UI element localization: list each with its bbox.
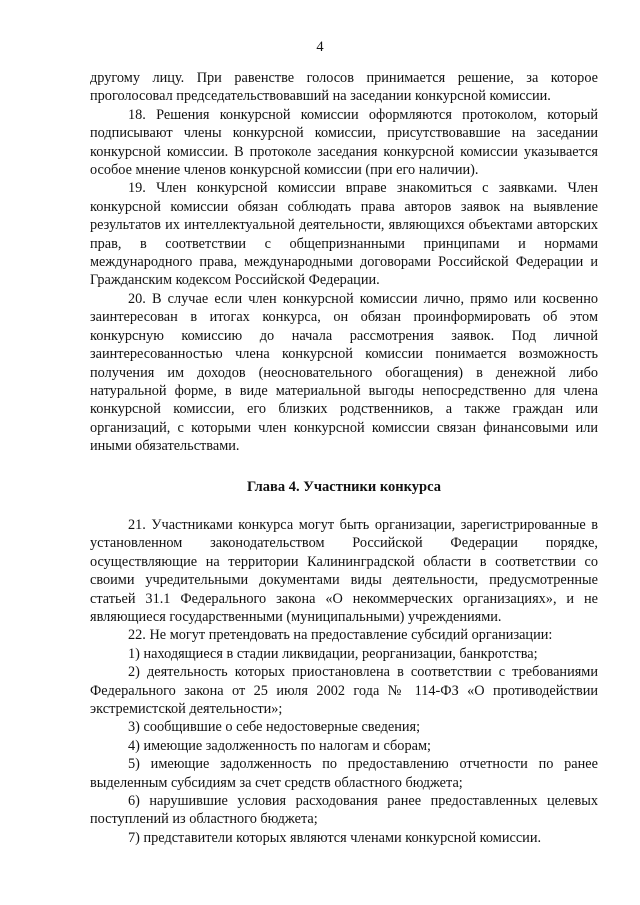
- list-item-3: 3) сообщившие о себе недостоверные сведения;: [128, 719, 421, 736]
- list-item-2: 2) деятельность которых приостановлена в соответствии с требованиями Федерального закона от 25 июля 2002 года № 114-ФЗ «О противодействии экстремистской деятельности»;: [90, 664, 598, 717]
- document-body: [90, 69, 598, 847]
- paragraph-20: 20. В случае если член конкурсной комиссии лично, прямо или косвенно заинтересован в итогах конкурса, он обязан проинформировать об этом конкурсную комиссию до начала рассмотрения заявок. Под личной заинтересованностью члена конкурсной комиссии понимается возможность получения им доходов (неосновательного обогащения) в денежной либо натуральной форме, в виде материальной выгоды непосредственно для члена конкурсной комиссии, его близких родственников, а также граждан или организаций, с которыми член конкурсной комиссии связан финансовыми или иными обязательствами.: [90, 290, 598, 455]
- list-item-5: 5) имеющие задолженность по предоставлению отчетности по ранее выделенным субсидиям за счет средств областного бюджета;: [90, 756, 598, 791]
- list-item-1: 1) находящиеся в стадии ликвидации, реорганизации, банкротства;: [128, 645, 538, 662]
- paragraph-21: 21. Участниками конкурса могут быть организации, зарегистрированные в установленном законодательством Российской Федерации порядке, осуществляющие на территории Калининградской области в соответствии со своими учредительными документами виды деятельности, предусмотренные статьей 31.1 Федерального закона «О некоммерческих организациях», и не являющиеся государственными (муниципальными) учреждениями.: [90, 516, 598, 625]
- list-item-7: 7) представители которых являются членами конкурсной комиссии.: [128, 829, 542, 846]
- paragraph-22: 22. Не могут претендовать на предоставление субсидий организации:: [128, 627, 553, 644]
- paragraph-18: 18. Решения конкурсной комиссии оформляются протоколом, который подписывают члены конкурсной комиссии, присутствовавшие на заседании конкурсной комиссии. В протоколе заседания конкурсной комиссии указывается особое мнение членов конкурсной комиссии (при его наличии).: [90, 106, 598, 179]
- paragraph-19: 19. Член конкурсной комиссии вправе знакомиться с заявками. Член конкурсной комиссии обязан соблюдать права авторов заявок на выявление результатов их интеллектуальной деятельности, являющихся объектами авторских прав, в соответствии с общепризнанными принципами и нормами международного права, международными договорами Российской Федерации и Гражданским кодексом Российской Федерации.: [90, 180, 598, 289]
- section-participants: [90, 516, 598, 847]
- list-item-4: 4) имеющие задолженность по налогам и сборам;: [128, 737, 431, 754]
- section-commission-rules: [90, 69, 598, 456]
- paragraph-continuation: другому лицу. При равенстве голосов принимается решение, за которое проголосовал председательствовавший на заседании конкурсной комиссии.: [90, 70, 598, 105]
- list-item-6: 6) нарушившие условия расходования ранее предоставленных целевых поступлений из областного бюджета;: [90, 793, 598, 828]
- page-number: 4: [316, 39, 324, 55]
- chapter-heading: Глава 4. Участники конкурса: [247, 478, 441, 495]
